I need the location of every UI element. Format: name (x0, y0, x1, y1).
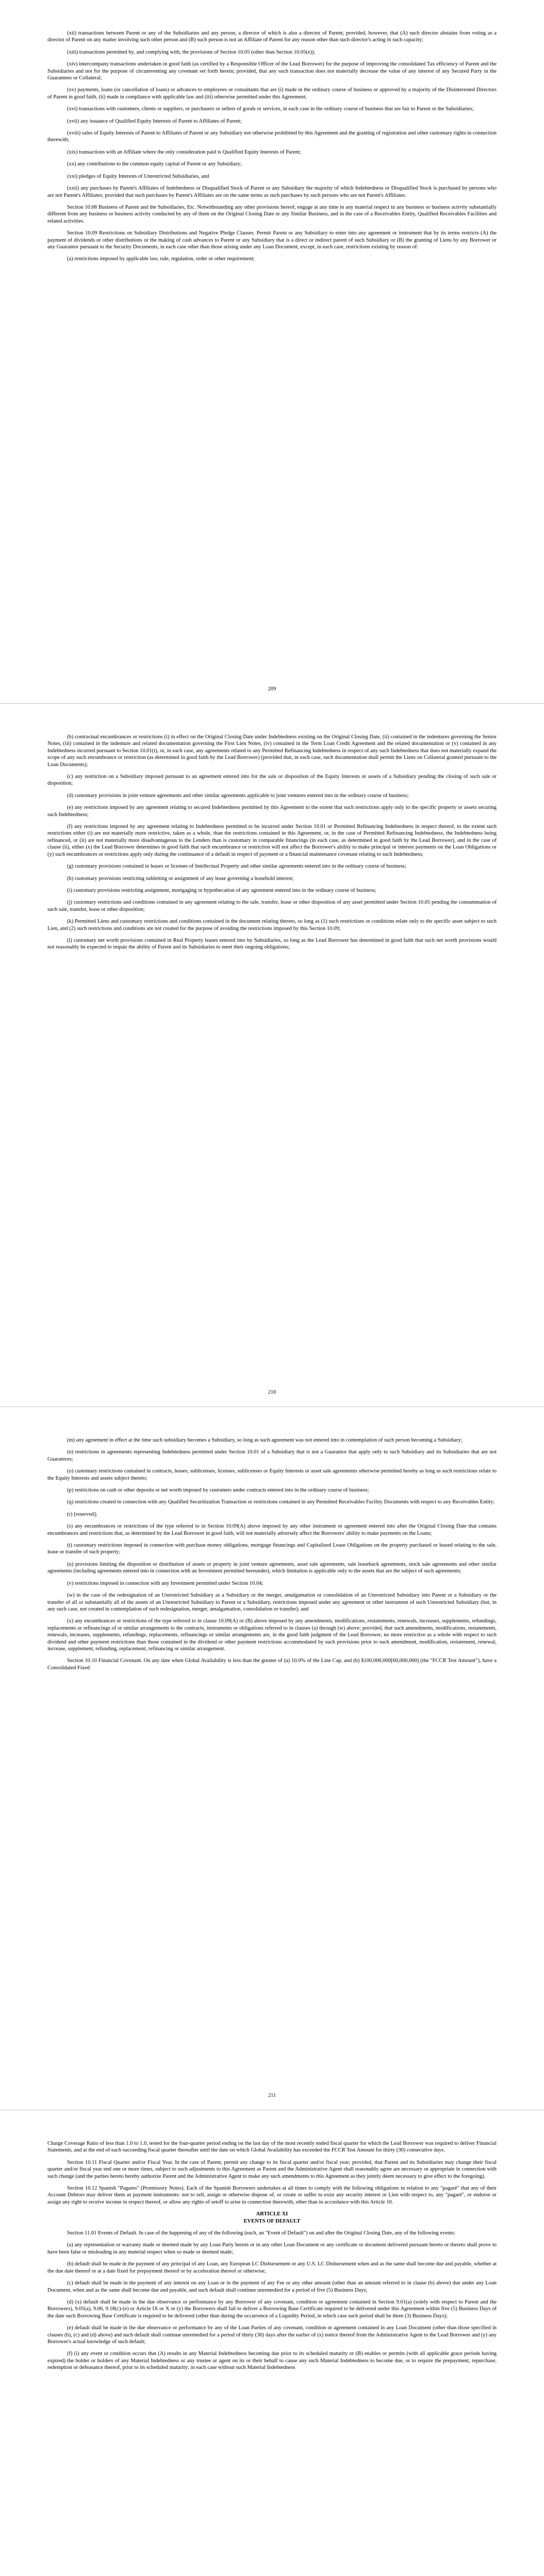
document-page (0, 0, 544, 703)
section-paragraph: Section 10.09 Restrictions on Subsidiary Distributions and Negative Pledge Clauses. Permit Parent or any Subsidiary to enter into any agreement or instrument that by its terms restricts (A) the payment of dividends or other distributions or the making of cash advances to Parent or any Subsidiary that is a direct or indirect parent of such Subsidiary or (B) the granting of Liens by any Borrower or any Guarantor pursuant to the Security Documents, in each case other than those arising under any Loan Document, except, in each case, restrictions existing by reason of: (47, 230, 497, 250)
document-page (0, 703, 544, 1406)
paragraph: (e) default shall be made in the due observance or performance by any of the Loan Parties of any covenant, condition or agreement contained in any Loan Document (other than those specified in clauses (b), (c) and (d) above) and such default shall continue unremedied for a period of thirty (30) days after the earlier of (x) notice thereof from the Administrative Agent to the Lead Borrower and (y) any Borrower's actual knowledge of such default; (47, 2325, 497, 2345)
paragraph: (l) customary net worth provisions contained in Real Property leases entered into by Subsidiaries, so long as the Lead Borrower has determined in good faith that such net worth provisions would not reasonably be expected to impair the ability of Parent and its Subsidiaries to meet their ongoing obligations; (47, 937, 497, 951)
page-number: 211 (268, 2093, 276, 2098)
paragraph: (v) restrictions imposed in connection with any Investment permitted under Section 10.04; (67, 1580, 263, 1586)
paragraph: (xx) any contributions to the common equity capital of Parent or any Subsidiary; (67, 161, 242, 167)
page-number: 210 (268, 1389, 276, 1395)
paragraph: (x) any encumbrances or restrictions of the type referred to in clause 10.09(A) or (B) above imposed by any amendments, modifications, restatements, renewals, increases, supplements, refundings, replacements or refinancings of or similar arrangements to the contracts, instruments or obligations referred to in clauses (a) through (w) above; provided, that such amendments, modifications, restatements, renewals, increases, supplements, refundings, replacements, refinancings or similar arrangements are, in the good faith judgment of the Lead Borrower, no more restrictive as a whole with respect to such dividend and other payment restrictions than those contained in the dividend or other payment restrictions accommodated by such provisions prior to such amendment, modification, restatement, renewal, increase, supplement, refunding, replacement, refinancing or similar arrangement. (47, 1618, 497, 1652)
paragraph: (xvi) transactions with customers, clients or suppliers, or purchasers or sellers of goods or services, in each case in the ordinary course of business that are fair to Parent or the Subsidiaries; (67, 106, 474, 112)
paragraph: (xviii) sales of Equity Interests of Parent to Affiliates of Parent or any Subsidiary not otherwise prohibited by this Agreement and the granting of registration and other customary rights in connection therewith; (47, 130, 497, 143)
article-subheading: EVENTS OF DEFAULT (243, 2218, 301, 2224)
paragraph: (w) in the case of the redesignation of an Unrestricted Subsidiary as a Subsidiary or the merger, amalgamation or consolidation of an Unrestricted Subsidiary into Parent or a Subsidiary or the transfer of all or substantially all of the assets of an Unrestricted Subsidiary to Parent or a Subsidiary, restrictions imposed under any agreement or other instrument of such Unrestricted Subsidiary (but, in any such case, not created in contemplation of such redesignation, merger, amalgamation, consolidation or transfer); and (47, 1592, 497, 1612)
paragraph: (i) customary provisions restricting assignment, mortgaging or hypothecation of any agreement entered into in the ordinary course of business; (67, 887, 376, 893)
paragraph: (f) any restrictions imposed by any agreement relating to Indebtedness permitted to be incurred under Section 10.01 or Permitted Refinancing Indebtedness in respect thereof, to the extent such restrictions either (i) are not materially more restrictive, taken as a whole, than the restrictions contained in this Agreement, or, in the case of Permitted Refinancing Indebtedness, the Indebtedness being refinanced, or (ii) are not materially more disadvantageous to the Lenders than is customary in comparable financings (in each case, as determined in good faith by the Lead Borrower), and in the case of clause (ii), either (x) the Lead Borrower determines in good faith that such encumbrance or restriction will not affect the Borrower's ability to make principal or interest payments on the Loan Obligations or (y) such encumbrances or restrictions apply only during the continuance of a default in respect of payment or a financial maintenance covenant relating to such Indebtedness; (47, 824, 497, 857)
paragraph: (xxii) any purchases by Parent's Affiliates of Indebtedness or Disqualified Stock of Parent or any Subsidiary the majority of which Indebtedness or Disqualified Stock is purchased by persons who are not Parent's Affiliates; provided that such purchases by Parent's Affiliates are on the same terms as such purchases by such persons who are not Parent's Affiliates. (47, 185, 497, 198)
paragraph: (m) any agreement in effect at the time such subsidiary becomes a Subsidiary, so long as such agreement was not entered into in contemplation of such person becoming a Subsidiary; (67, 1437, 463, 1443)
section-paragraph: Section 11.01 Events of Default. In case of the happening of any of the following (each, an "Event of Default") on and after the Original Closing Date, any of the following events: (67, 2230, 456, 2236)
article-heading: ARTICLE XI (256, 2211, 288, 2217)
paragraph: (h) customary provisions restricting subletting or assignment of any lease governing a leasehold interest; (67, 875, 294, 882)
paragraph: (xxi) pledges of Equity Interests of Unrestricted Subsidiaries, and (67, 173, 209, 179)
paragraph: (b) default shall be made in the payment of any principal of any Loan, any European LC Disbursement or any U.S. LC Disbursement when and as the same shall become due and payable, whether at the due date thereof or at a date fixed for prepayment thereof or by acceleration thereof or otherwise; (47, 2261, 497, 2274)
section-paragraph: Section 10.08 Business of Parent and the Subsidiaries, Etc. Notwithstanding any other provisions hereof, engage at any time in any material respect in any business or business activity substantially different from any business or business activity conducted by any of them on the Original Closing Date or any Similar Business, and in the case of a Receivables Entity, Qualified Receivables Facilities and related activities. (47, 204, 497, 224)
paragraph: (k) Permitted Liens and customary restrictions and conditions contained in the document relating thereto, so long as (1) such restrictions or conditions relate only to the specific asset subject to such Lien, and (2) such restrictions and conditions are not created for the purpose of avoiding the restrictions imposed by this Section 10.09; (47, 919, 497, 931)
paragraph: (r) [reserved]; (67, 1511, 97, 1517)
paragraph: (u) provisions limiting the disposition or distribution of assets or property in joint venture agreements, asset sale agreements, sale leaseback agreements, stock sale agreements and other similar agreements (including agreements entered into in connection with an Investment permitted hereunder), which limitation is applicable only to the assets that are the subject of such agreements; (47, 1561, 497, 1574)
paragraph: (xii) transactions between Parent or any of the Subsidiaries and any person, a director of which is also a director of Parent; provided, however, that (A) such director abstains from voting as a director of Parent on any matter involving such other person and (B) such person is not an Affiliate of Parent for any reason other than such director's acting in such capacity; (47, 30, 497, 43)
paragraph: (xvii) any issuance of Qualified Equity Interests of Parent to Affiliates of Parent; (67, 118, 242, 124)
section-paragraph: Section 10.12 Spanish "Pagares" (Promissory Notes). Each of the Spanish Borrowers undertakes at all times to comply with the following obligations in relation to any "pagaré" that any of their Account Debtors may deliver them as payment instruments: not to sell, assign or otherwise dispose of, or create or suffer to exist any security interest or Lien with respect to, any "pagaré", or endorse or assign any right to receive income in respect thereof, or allow any rights of setoff to arise in connection therewith, other than in accordance with this Article 10. (47, 2185, 497, 2205)
paragraph: (g) customary provisions contained in leases or licenses of Intellectual Property and other similar agreements entered into in the ordinary course of business; (67, 863, 406, 870)
paragraph: (q) restrictions created in connection with any Qualified Securitization Transaction or restrictions contained in any Permitted Receivables Facility Documents with respect to any Receivables Entity; (67, 1499, 495, 1505)
paragraph: (t) customary restrictions imposed in connection with purchase money obligations, mortgage financings and Capitalized Lease Obligations on the property purchased or leased relating to the sale, lease or transfer of such property; (47, 1543, 497, 1555)
paragraph: (xv) payments, loans (or cancellation of loans) or advances to employees or consultants that are (i) made in the ordinary course of business or approved by a majority of the Disinterested Directors of Parent in good faith, (ii) made in compliance with applicable law and (iii) otherwise permitted under this Agreement; (47, 87, 497, 100)
paragraph: (xix) transactions with an Affiliate where the only consideration paid is Qualified Equity Interests of Parent; (67, 149, 301, 155)
paragraph: (xiv) intercompany transactions undertaken in good faith (as certified by a Responsible Officer of the Lead Borrower) for the purpose of improving the consolidated Tax efficiency of Parent and the Subsidiaries and not for the purpose of circumventing any covenant set forth herein; provided, that any such transaction does not materially decrease the value of any interest of any Secured Party in the Guarantees or Collateral; (47, 61, 497, 81)
section-paragraph: Section 10.10 Financial Covenant. On any date when Global Availability is less than the greater of (a) 10.0% of the Line Cap, and (b) $100,000,000[60,000,000] (the "FCCR Test Amount"), have a Consolidated Fixed (47, 1658, 497, 1671)
paragraph: (n) restrictions in agreements representing Indebtedness permitted under Section 10.01 of a Subsidiary that is not a Guarantor that apply only to such Subsidiary and its Subsidiaries that are not Guarantors; (47, 1449, 497, 1462)
document-page (0, 2110, 544, 2576)
document-page (0, 1406, 544, 2110)
page-number: 209 (268, 686, 276, 692)
paragraph: (p) restrictions on cash or other deposits or net worth imposed by customers under contracts entered into in the ordinary course of business; (67, 1487, 369, 1494)
paragraph: (j) customary restrictions and conditions contained in any agreement relating to the sale, transfer, lease or other disposition of any asset permitted under Section 10.05 pending the consummation of such sale, transfer, lease or other disposition; (47, 900, 497, 912)
paragraph: (b) contractual encumbrances or restrictions (i) in effect on the Original Closing Date under Indebtedness existing on the Original Closing Date, (ii) contained in the indentures governing the Senior Notes, (iii) contained in the indenture and related documentation governing the First Lien Notes, (iv) contained in the Term Loan Credit Agreement and the related documentation or (v) contained in any Indebtedness incurred pursuant to Section 10.01(t), or, in each case, any agreements related to any Permitted Refinancing Indebtedness in respect of any such Indebtedness that does not materially expand the scope of any such encumbrance or restriction (as determined in good faith by the Lead Borrower) (provided that, in each case, such documentation shall permit the Liens on Collateral granted pursuant to the Loan Documents); (47, 734, 497, 768)
paragraph: (f) (i) any event or condition occurs that (A) results in any Material Indebtedness becoming due prior to its scheduled maturity or (B) enables or permits (with all applicable grace periods having expired) the holder or holders of any Material Indebtedness or any trustee or agent on its or their behalf to cause any such Material Indebtedness to become due, or to require the prepayment, repurchase, redemption or defeasance thereof, prior to its scheduled maturity; in each case without such Material Indebtedness (47, 2351, 497, 2371)
paragraph: (d) customary provisions in joint venture agreements and other similar agreements applicable to joint ventures entered into in the ordinary course of business; (67, 792, 409, 799)
paragraph: (a) restrictions imposed by applicable law, rule, regulation, order or other requirement; (67, 256, 255, 262)
paragraph: (xiii) transactions permitted by, and complying with, the provisions of Section 10.05 (other than Section 10.05(e)); (67, 49, 316, 55)
paragraph: (o) customary restrictions contained in contracts, leases, sublicenses, licenses, sublicenses or Equity Interests or asset sale agreements otherwise permitted hereby as long as such restrictions relate to the Equity Interests and assets subject thereto; (47, 1468, 497, 1481)
paragraph: (a) any representation or warranty made or deemed made by any Loan Party herein or in any other Loan Document or any certificate or document delivered pursuant hereto or thereto shall prove to have been false or misleading in any material respect when so made or deemed made; (47, 2242, 497, 2255)
section-paragraph: Section 10.11 Fiscal Quarter and/or Fiscal Year. In the case of Parent, permit any change to its fiscal quarter and/or fiscal year; provided, that Parent and its Subsidiaries may change their fiscal quarter and/or fiscal year end one or more times, subject to such adjustments to this Agreement as Parent and the Administrative Agent shall reasonably agree are necessary or appropriate in connection with such change (and the parties hereto hereby authorize Parent and the Administrative Agent to make any such amendments to this Agreement as they jointly deem necessary to give effect to the foregoing). (47, 2159, 497, 2179)
paragraph: (e) any restrictions imposed by any agreement relating to secured Indebtedness permitted by this Agreement to the extent that such restrictions apply only to the specific property or assets securing such Indebtedness; (47, 805, 497, 818)
paragraph: Charge Coverage Ratio of less than 1.0 to 1.0, tested for the four-quarter period ending on the last day of the most recently ended fiscal quarter for which the Lead Borrower was required to deliver Financial Statements, and at the end of each succeeding fiscal quarter thereafter until the date on which Global Availability has exceeded the FCCR Test Amount for thirty (30) consecutive days. (47, 2141, 497, 2154)
paragraph: (d) (x) default shall be made in the due observance or performance by any Borrower of any covenant, condition or agreement contained in Section 9.01(a) (solely with respect to Parent and the Borrowers), 9.05(a), 9.06, 9.18(c)-(e) or Article IX or X or (y) the Borrowers shall fail to deliver a Borrowing Base Certificate required to be delivered under this Agreement within five (5) Business Days of the date such Borrowing Base Certificate is required to be delivered (other than during the occurrence of a Liquidity Period, in which case such period shall be three (3) Business Days); (47, 2299, 497, 2319)
paragraph: (c) default shall be made in the payment of any interest on any Loan or in the payment of any Fee or any other amount (other than an amount referred to in clause (b) above) due under any Loan Document, when and as the same shall become due and payable, and such default shall continue unremedied for a period of five (5) Business Days; (47, 2280, 497, 2293)
paragraph: (s) any encumbrances or restrictions of the type referred to in Section 10.09(A) above imposed by any other instrument or agreement entered into after the Original Closing Date that contains encumbrances and restrictions that, as determined by the Lead Borrower in good faith, will not materially adversely affect the Borrowers' ability to make payments on the Loans; (47, 1523, 497, 1536)
paragraph: (c) any restriction on a Subsidiary imposed pursuant to an agreement entered into for the sale or disposition of the Equity Interests or assets of a Subsidiary pending the closing of such sale or disposition; (47, 774, 497, 787)
